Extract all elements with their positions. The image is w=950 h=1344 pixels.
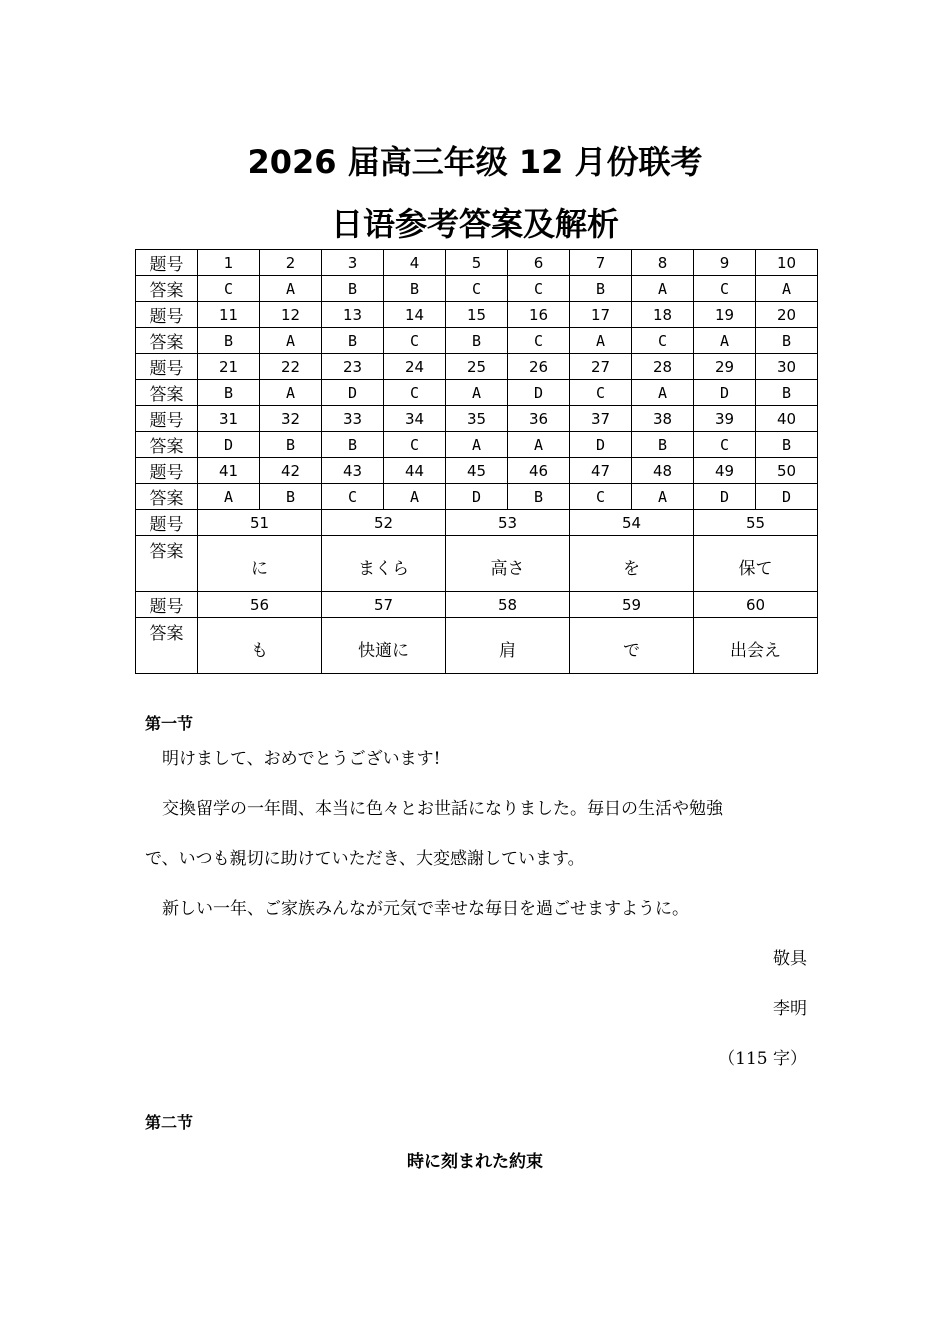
answer-cell: 快適に xyxy=(322,618,446,674)
answer-cell: C xyxy=(508,328,570,354)
question-number-cell: 55 xyxy=(694,510,818,536)
row-label-answer: 答案 xyxy=(136,380,198,406)
question-number-cell: 29 xyxy=(694,354,756,380)
question-number-cell: 38 xyxy=(632,406,694,432)
question-number-cell: 42 xyxy=(260,458,322,484)
answer-cell: も xyxy=(198,618,322,674)
answer-cell: A xyxy=(632,484,694,510)
letter-greeting: 明けまして、おめでとうございます! xyxy=(162,749,441,769)
row-label-question: 题号 xyxy=(136,302,198,328)
answer-cell: C xyxy=(508,276,570,302)
answer-cell: D xyxy=(570,432,632,458)
question-number-cell: 32 xyxy=(260,406,322,432)
answer-cell: C xyxy=(694,432,756,458)
question-number-cell: 12 xyxy=(260,302,322,328)
question-number-cell: 21 xyxy=(198,354,260,380)
question-number-cell: 25 xyxy=(446,354,508,380)
question-number-cell: 39 xyxy=(694,406,756,432)
answer-cell: D xyxy=(446,484,508,510)
question-number-cell: 43 xyxy=(322,458,384,484)
letter-body-line: で、いつも親切に助けていただき、大変感謝しています。 xyxy=(145,849,585,869)
question-number-cell: 36 xyxy=(508,406,570,432)
answer-cell: C xyxy=(384,380,446,406)
answer-cell: B xyxy=(322,432,384,458)
section1-heading: 第一节 xyxy=(145,714,194,733)
question-number-cell: 16 xyxy=(508,302,570,328)
question-number-cell: 1 xyxy=(198,250,260,276)
row-label-question: 题号 xyxy=(136,354,198,380)
answer-cell: A xyxy=(570,328,632,354)
letter-closing: 敬具 xyxy=(773,949,807,969)
row-label-question: 题号 xyxy=(136,592,198,618)
question-number-cell: 58 xyxy=(446,592,570,618)
answer-cell: まくら xyxy=(322,536,446,592)
answer-cell: A xyxy=(632,276,694,302)
question-number-cell: 2 xyxy=(260,250,322,276)
answer-cell: A xyxy=(384,484,446,510)
answer-cell: B xyxy=(756,432,818,458)
row-label-answer: 答案 xyxy=(136,536,198,592)
answer-cell: B xyxy=(384,276,446,302)
question-number-cell: 41 xyxy=(198,458,260,484)
question-number-cell: 5 xyxy=(446,250,508,276)
question-number-cell: 6 xyxy=(508,250,570,276)
question-number-cell: 15 xyxy=(446,302,508,328)
answer-cell: C xyxy=(384,328,446,354)
answer-cell: 保て xyxy=(694,536,818,592)
answer-cell: D xyxy=(508,380,570,406)
answer-cell: A xyxy=(260,380,322,406)
question-number-cell: 7 xyxy=(570,250,632,276)
question-number-cell: 49 xyxy=(694,458,756,484)
question-number-cell: 8 xyxy=(632,250,694,276)
answer-cell: 出会え xyxy=(694,618,818,674)
answer-cell: C xyxy=(384,432,446,458)
question-number-cell: 4 xyxy=(384,250,446,276)
question-number-cell: 46 xyxy=(508,458,570,484)
answer-cell: A xyxy=(756,276,818,302)
letter-signature: 李明 xyxy=(773,999,807,1019)
answer-cell: B xyxy=(198,380,260,406)
document-subtitle: 日语参考答案及解析 xyxy=(330,205,619,243)
answer-cell: D xyxy=(694,484,756,510)
question-number-cell: 30 xyxy=(756,354,818,380)
answer-cell: C xyxy=(570,484,632,510)
question-number-cell: 22 xyxy=(260,354,322,380)
question-number-cell: 37 xyxy=(570,406,632,432)
answer-cell: D xyxy=(756,484,818,510)
question-number-cell: 26 xyxy=(508,354,570,380)
row-label-question: 题号 xyxy=(136,406,198,432)
question-number-cell: 59 xyxy=(570,592,694,618)
character-count: （115 字） xyxy=(718,1049,807,1069)
question-number-cell: 60 xyxy=(694,592,818,618)
answer-cell: A xyxy=(260,328,322,354)
question-number-cell: 48 xyxy=(632,458,694,484)
answer-cell: B xyxy=(260,484,322,510)
essay-title: 時に刻まれた約束 xyxy=(407,1152,543,1172)
question-number-cell: 18 xyxy=(632,302,694,328)
answer-cell: で xyxy=(570,618,694,674)
question-number-cell: 11 xyxy=(198,302,260,328)
row-label-answer: 答案 xyxy=(136,618,198,674)
answer-cell: C xyxy=(694,276,756,302)
question-number-cell: 33 xyxy=(322,406,384,432)
answer-cell: 高さ xyxy=(446,536,570,592)
question-number-cell: 17 xyxy=(570,302,632,328)
question-number-cell: 40 xyxy=(756,406,818,432)
question-number-cell: 54 xyxy=(570,510,694,536)
question-number-cell: 10 xyxy=(756,250,818,276)
question-number-cell: 31 xyxy=(198,406,260,432)
answer-cell: A xyxy=(446,432,508,458)
answer-cell: B xyxy=(756,328,818,354)
question-number-cell: 19 xyxy=(694,302,756,328)
question-number-cell: 27 xyxy=(570,354,632,380)
answer-cell: B xyxy=(198,328,260,354)
answer-cell: C xyxy=(632,328,694,354)
letter-body-line: 交換留学の一年間、本当に色々とお世話になりました。毎日の生活や勉強 xyxy=(162,799,723,819)
answer-cell: A xyxy=(508,432,570,458)
answer-cell: B xyxy=(508,484,570,510)
row-label-answer: 答案 xyxy=(136,328,198,354)
answer-table xyxy=(135,249,818,674)
question-number-cell: 20 xyxy=(756,302,818,328)
row-label-question: 题号 xyxy=(136,510,198,536)
answer-cell: A xyxy=(446,380,508,406)
answer-cell: B xyxy=(632,432,694,458)
answer-cell: 肩 xyxy=(446,618,570,674)
answer-cell: B xyxy=(322,328,384,354)
section2-heading: 第二节 xyxy=(145,1113,194,1132)
question-number-cell: 3 xyxy=(322,250,384,276)
document-title: 2026 届高三年级 12 月份联考 xyxy=(247,143,703,181)
question-number-cell: 45 xyxy=(446,458,508,484)
answer-cell: を xyxy=(570,536,694,592)
row-label-answer: 答案 xyxy=(136,484,198,510)
answer-cell: A xyxy=(632,380,694,406)
answer-cell: A xyxy=(694,328,756,354)
row-label-question: 题号 xyxy=(136,458,198,484)
question-number-cell: 24 xyxy=(384,354,446,380)
question-number-cell: 34 xyxy=(384,406,446,432)
question-number-cell: 52 xyxy=(322,510,446,536)
answer-cell: C xyxy=(322,484,384,510)
answer-cell: D xyxy=(322,380,384,406)
answer-cell: B xyxy=(322,276,384,302)
answer-cell: B xyxy=(756,380,818,406)
question-number-cell: 47 xyxy=(570,458,632,484)
question-number-cell: 14 xyxy=(384,302,446,328)
letter-body-line: 新しい一年、ご家族みんなが元気で幸せな毎日を過ごせますように。 xyxy=(162,899,689,919)
answer-cell: B xyxy=(260,432,322,458)
answer-cell: A xyxy=(198,484,260,510)
answer-cell: D xyxy=(198,432,260,458)
question-number-cell: 13 xyxy=(322,302,384,328)
row-label-answer: 答案 xyxy=(136,432,198,458)
row-label-question: 题号 xyxy=(136,250,198,276)
answer-cell: に xyxy=(198,536,322,592)
question-number-cell: 50 xyxy=(756,458,818,484)
question-number-cell: 56 xyxy=(198,592,322,618)
answer-cell: A xyxy=(260,276,322,302)
question-number-cell: 28 xyxy=(632,354,694,380)
row-label-answer: 答案 xyxy=(136,276,198,302)
question-number-cell: 23 xyxy=(322,354,384,380)
answer-cell: B xyxy=(570,276,632,302)
answer-cell: B xyxy=(446,328,508,354)
answer-cell: C xyxy=(446,276,508,302)
answer-cell: C xyxy=(198,276,260,302)
question-number-cell: 35 xyxy=(446,406,508,432)
question-number-cell: 44 xyxy=(384,458,446,484)
question-number-cell: 51 xyxy=(198,510,322,536)
question-number-cell: 53 xyxy=(446,510,570,536)
question-number-cell: 57 xyxy=(322,592,446,618)
question-number-cell: 9 xyxy=(694,250,756,276)
answer-cell: D xyxy=(694,380,756,406)
answer-cell: C xyxy=(570,380,632,406)
